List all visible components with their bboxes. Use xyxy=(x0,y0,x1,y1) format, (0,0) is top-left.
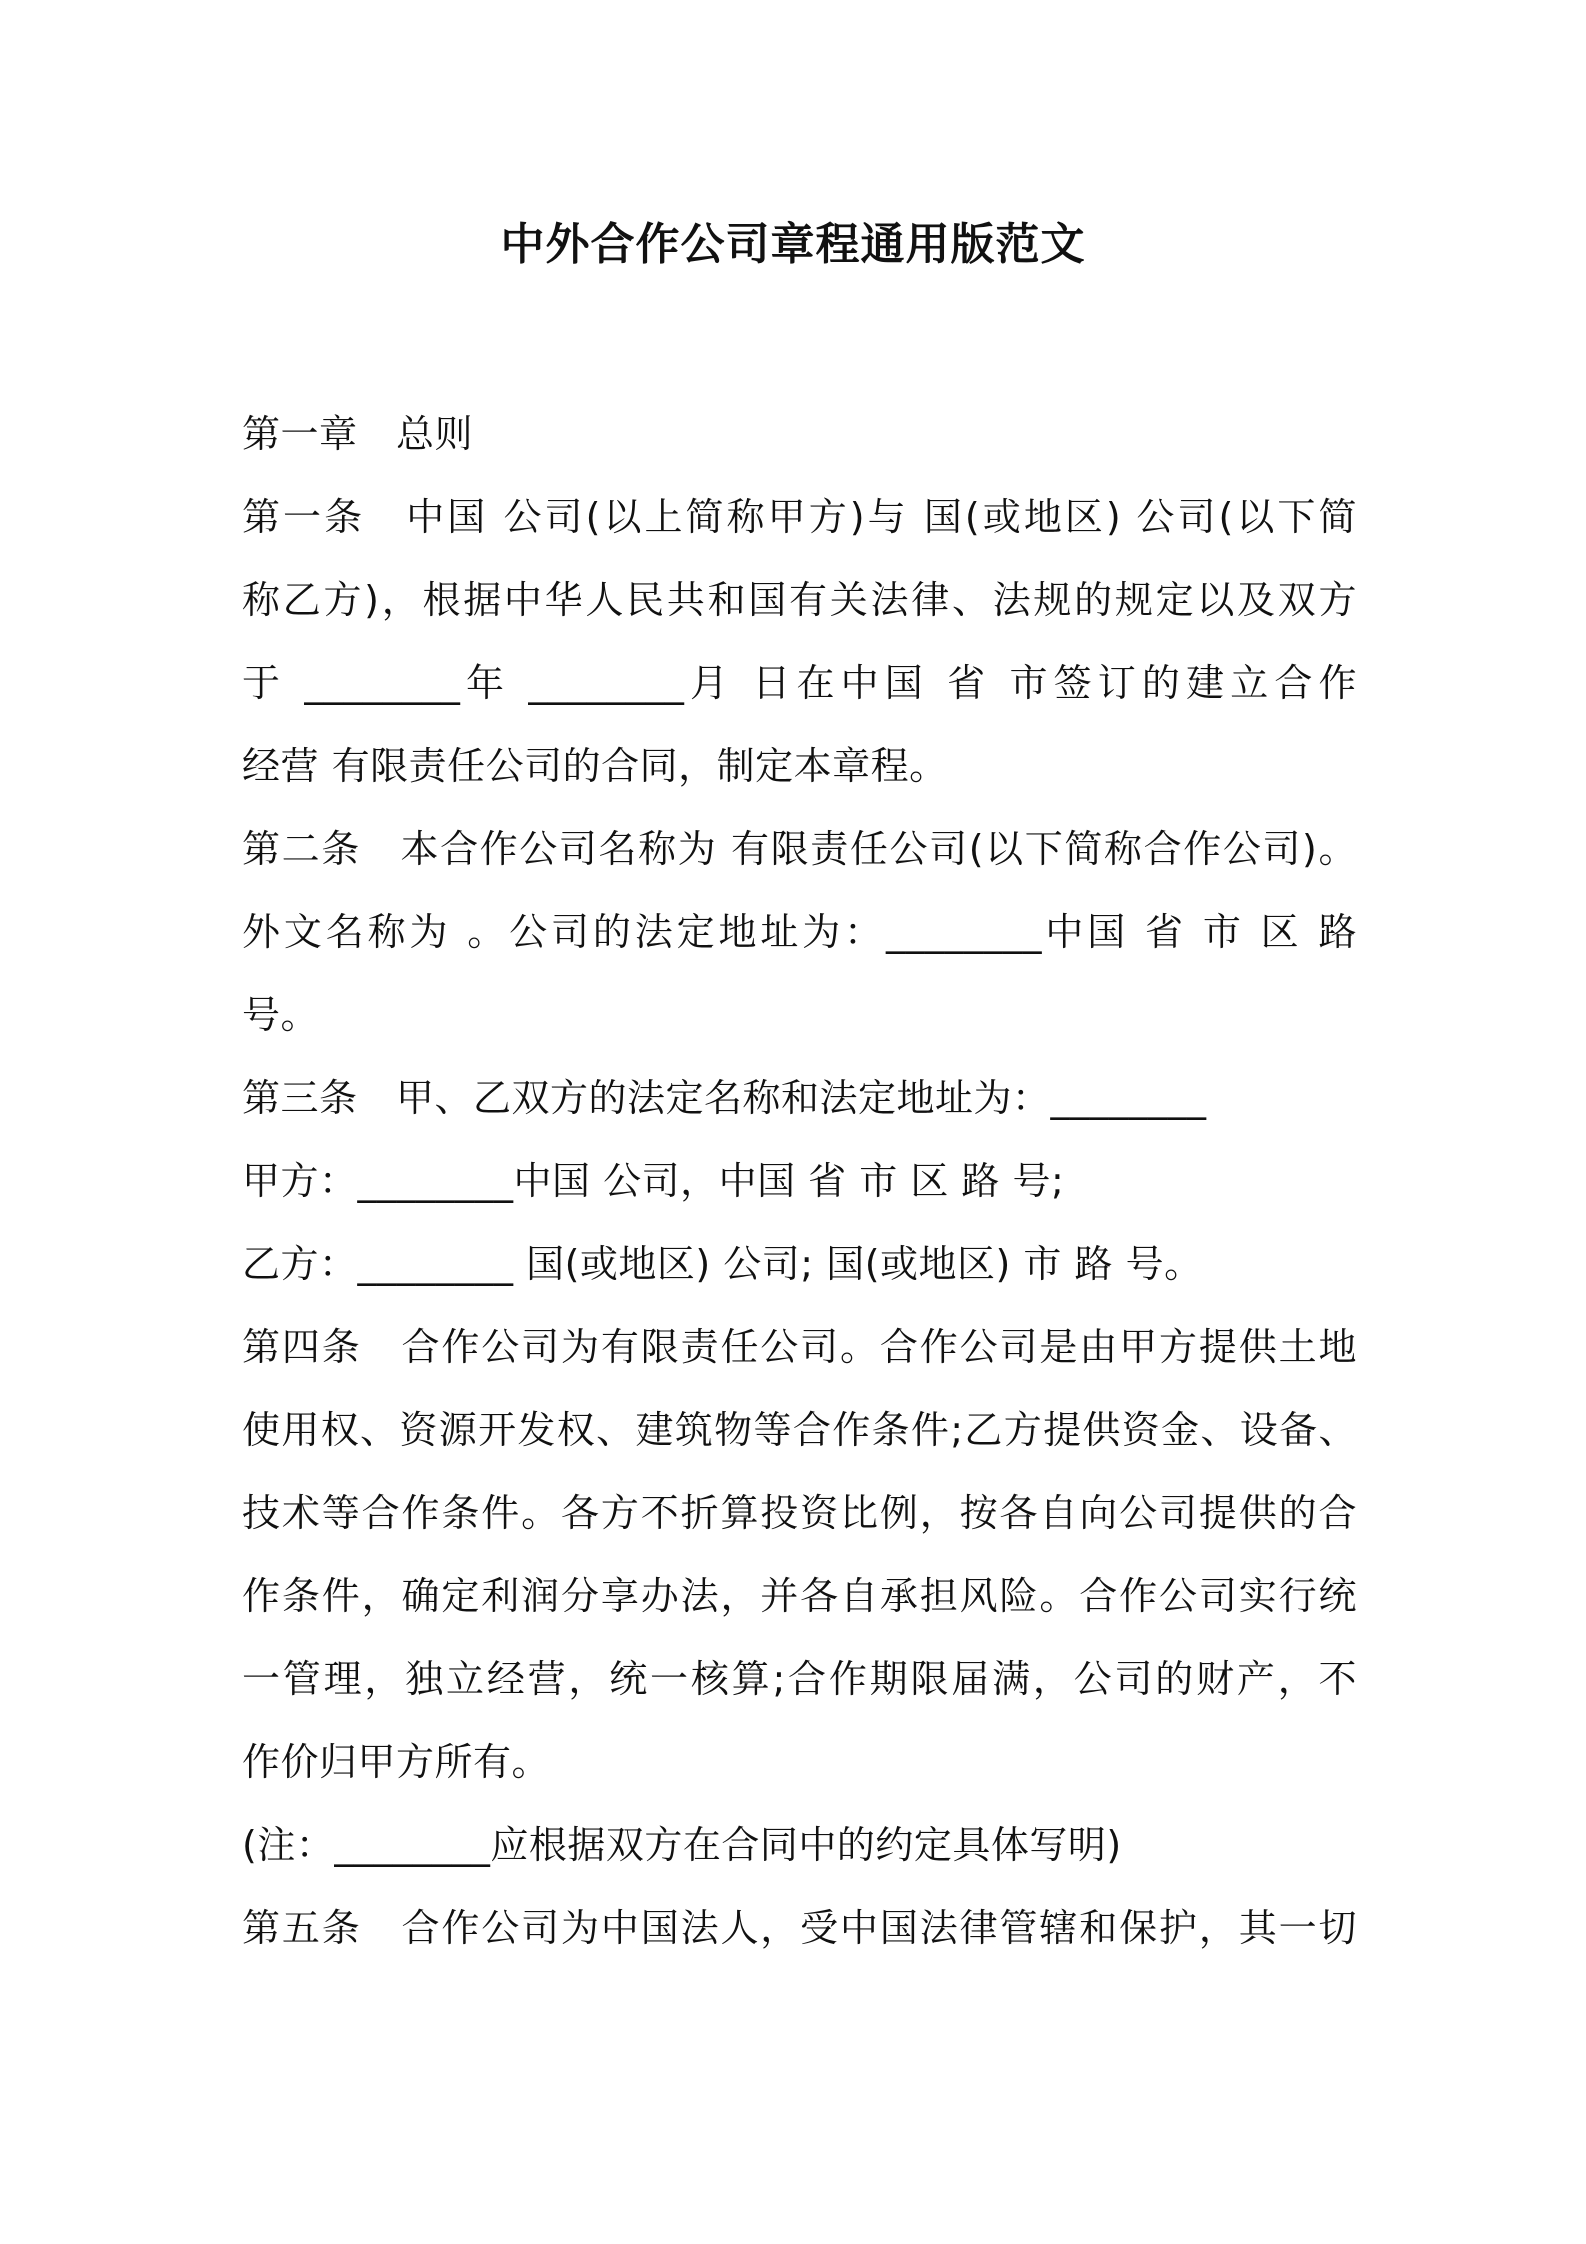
party-a-line: 甲方：________中国 公司，中国 省 市 区 路 号; xyxy=(242,1159,1065,1203)
article-2-line-1: 第二条 本合作公司名称为 有限责任公司(以下简称合作公司)。 xyxy=(242,827,1357,871)
article-3-line-1: 第三条 甲、乙双方的法定名称和法定地址为：________ xyxy=(242,1076,1207,1120)
article-2-line-2: 外文名称为 。公司的法定地址为：________中国 省 市 区 路 xyxy=(242,910,1357,954)
article-2-line-3: 号。 xyxy=(242,993,320,1037)
article-4-line-4: 作条件，确定利润分享办法，并各自承担风险。合作公司实行统 xyxy=(242,1574,1357,1618)
article-4-line-6: 作价归甲方所有。 xyxy=(242,1740,551,1784)
article-4-line-1: 第四条 合作公司为有限责任公司。合作公司是由甲方提供土地 xyxy=(242,1325,1357,1369)
article-1-line-1: 第一条 中国 公司(以上简称甲方)与 国(或地区) 公司(以下简 xyxy=(242,495,1357,539)
party-b-line: 乙方：________ 国(或地区) 公司; 国(或地区) 市 路 号。 xyxy=(242,1242,1203,1286)
article-1-line-4: 经营 有限责任公司的合同，制定本章程。 xyxy=(242,744,948,788)
article-1-line-2: 称乙方)，根据中华人民共和国有关法律、法规的规定以及双方 xyxy=(242,578,1357,622)
article-4-line-2: 使用权、资源开发权、建筑物等合作条件;乙方提供资金、设备、 xyxy=(242,1408,1357,1452)
article-4-line-5: 一管理，独立经营，统一核算;合作期限届满，公司的财产，不 xyxy=(242,1657,1357,1701)
article-4-line-3: 技术等合作条件。各方不折算投资比例，按各自向公司提供的合 xyxy=(242,1491,1357,1535)
article-4-note: (注：________应根据双方在合同中的约定具体写明) xyxy=(242,1823,1122,1867)
document-title: 中外合作公司章程通用版范文 xyxy=(500,219,1086,270)
article-1-line-3: 于 ________年 ________月 日在中国 省 市签订的建立合作 xyxy=(242,661,1357,705)
chapter-heading: 第一章 总则 xyxy=(242,412,474,456)
article-5-line-1: 第五条 合作公司为中国法人，受中国法律管辖和保护，其一切 xyxy=(242,1906,1357,1950)
